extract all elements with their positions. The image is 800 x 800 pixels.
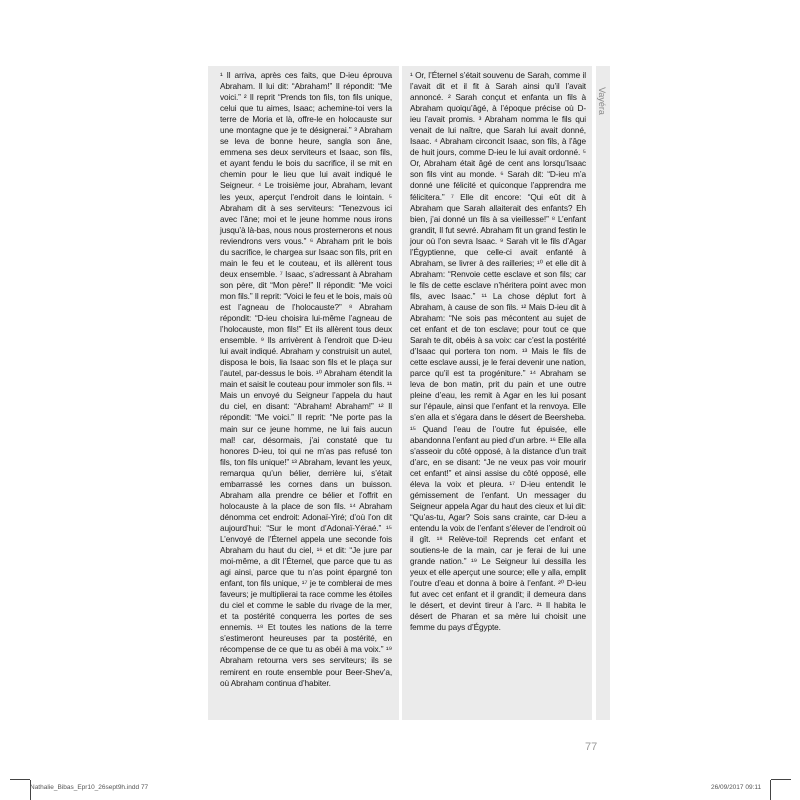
slug-file-info: Nathalie_Bibas_Epr10_26sept9h.indd 77 [30, 784, 149, 791]
crop-mark [770, 780, 771, 800]
running-head [592, 70, 612, 130]
slug-date: 26/09/2017 09:11 [711, 784, 762, 791]
right-text-column [402, 66, 592, 720]
running-head-band [596, 66, 610, 720]
crop-mark [771, 779, 791, 780]
page-number: 77 [585, 741, 598, 753]
crop-mark [10, 779, 30, 780]
left-column-text: ¹ Il arriva, après ces faits, que D-ieu éprouva Abraham. Il lui dit: “Abraham!” Il répondit: “Me voici.” ² Il reprit “Prends ton fils, ton fils unique, celui que tu aimes, Isaac; achemine-toi vers la terre de Moria et là, offre-le en holocauste sur une montagne que je te désignerai.” ³ Abraham se leva de bonne heure, sangla son âne, emmena ses deux serviteurs et Isaac, son fils, et ayant fendu le bois du sacrifice, il se mit en chemin pour le lieu que lui avait indiqué le Seigneur. ⁴ Le troisième jour, Abraham, levant les yeux, aperçut l’endroit dans le lointain. ⁵ Abraham dit à ses serviteurs: “Tenezvous ici avec l’âne; moi et le jeune homme nous irons jusqu’à là-bas, nous nous prosternerons et nous reviendrons vers vous.” ⁶ Abraham prit le bois du sacrifice, le chargea sur Isaac son fils, prit en main le feu et le couteau, et ils allèrent tous deux ensemble. ⁷ Isaac, s’adressant à Abraham son père, dit “Mon père!” Il répondit: “Me voici mon fils.” Il reprit: “Voici le feu et le bois, mais où est l’agneau de l’holocauste?” ⁸ Abraham répondit: “D-ieu choisira lui-même l’agneau de l’holocauste, mon fils!” Et ils allèrent tous deux ensemble. ⁹ Ils arrivèrent à l’endroit que D-ieu lui avait indiqué. Abraham y construisit un autel, disposa le bois, lia Isaac son fils et le plaça sur l’autel, par-dessus le bois. ¹⁰ Abraham étendit la main et saisit le couteau pour immoler son fils. ¹¹ Mais un envoyé du Seigneur l’appela du haut du ciel, en disant: “Abraham! Abraham!” ¹² Il répondit: “Me voici.” Il reprit: “Ne porte pas la main sur ce jeune homme, ne lui fais aucun mal! car, désormais, j’ai constaté que tu honores D-ieu, toi qui ne m’as pas refusé ton fils, ton fils unique!” ¹³ Abraham, levant les yeux, remarqua qu’un bélier, derrière lui, s’était embarrassé les cornes dans un buisson. Abraham alla prendre ce bélier et l’offrit en holocauste à la place de son fils. ¹⁴ Abraham dénomma cet endroit: Adonaï-Yiré; d’où l’on dit aujourd’hui: “Sur le mont d’Adonaï-Yéraé.” ¹⁵ L’envoyé de l’Éternel appela une seconde fois Abraham du haut du ciel, ¹⁶ et dit: “Je jure par moi-même, a dit l’Éternel, que parce que tu as agi ainsi, parce que tu n’as point épargné ton enfant, ton fils unique, ¹⁷ je te comblerai de mes faveurs; je multiplierai ta race comme les étoiles du ciel et comme le sable du rivage de la mer, et ta postérité conquerra les portes de ses ennemis. ¹⁸ Et toutes les nations de la terre s’estimeront heureuses par ta postérité, en récompense de ce que tu as obéi à ma voix.” ¹⁹ Abraham retourna vers ses serviteurs; ils se remirent en route ensemble pour Beer-Shev’a, où Abraham continua d’habiter. [220, 70, 392, 688]
left-text-column [208, 66, 399, 720]
right-column-text: ¹ Or, l’Éternel s’était souvenu de Sarah, comme il l’avait dit et il fit à Sarah ainsi qu’il l’avait annoncé. ² Sarah conçut et enfanta un fils à Abraham quoiqu’âgé, à l’époque précise où D-ieu l’avait promis. ³ Abraham nomma le fils qui venait de lui naître, que Sarah lui avait donné, Isaac. ⁴ Abraham circoncit Isaac, son fils, à l’âge de huit jours, comme D-ieu le lui avait ordonné. ⁵ Or, Abraham était âgé de cent ans lorsqu’Isaac son fils vint au monde. ⁶ Sarah dit: “D-ieu m’a donné une félicité et quiconque l’apprendra me félicitera.” ⁷ Elle dit encore: “Qui eût dit à Abraham que Sarah allaiterait des enfants? Eh bien, j’ai donné un fils à sa vieillesse!” ⁸ L’enfant grandit, Il fut sevré. Abraham fit un grand festin le jour où l’on sevra Isaac. ⁹ Sarah vit le fils d’Agar l’Égyptienne, que celle-ci avait enfanté à Abraham, se livrer à des railleries; ¹⁰ et elle dit à Abraham: “Renvoie cette esclave et son fils; car le fils de cette esclave n’héritera point avec mon fils, avec Isaac.” ¹¹ La chose déplut fort à Abraham, à cause de son fils. ¹² Mais D-ieu dit à Abraham: “Ne sois pas mécontent au sujet de cet enfant et de ton esclave; pour tout ce que Sarah te dit, obéis à sa voix: car c’est la postérité d’Isaac qui portera ton nom. ¹³ Mais le fils de cette esclave aussi, je le ferai devenir une nation, parce qu’il est ta progéniture.” ¹⁴ Abraham se leva de bon matin, prit du pain et une outre pleine d’eau, les remit à Agar en les lui posant sur l’épaule, ainsi que l’enfant et la renvoya. Elle s’en alla et s’égara dans le désert de Beersheba. ¹⁵ Quand l’eau de l’outre fut épuisée, elle abandonna l’enfant au pied d’un arbre. ¹⁶ Elle alla s’asseoir du côté opposé, à la distance d’un trait d’arc, en se disant: “Je ne veux pas voir mourir cet enfant!” et ainsi assise du côté opposé, elle éleva la voix et pleura. ¹⁷ D-ieu entendit le gémissement de l’enfant. Un messager du Seigneur appela Agar du haut des cieux et lui dit: “Qu’as-tu, Agar? Sois sans crainte, car D-ieu a entendu la voix de l’enfant s’élever de l’endroit où il gît. ¹⁸ Relève-toi! Reprends cet enfant et soutiens-le de la main, car je ferai de lui une grande nation.” ¹⁹ Le Seigneur lui dessilla les yeux et elle aperçut une source; elle y alla, emplit l’outre d’eau et donna à boire à l’enfant. ²⁰ D-ieu fut avec cet enfant et il grandit; il demeura dans le désert, et devint tireur à l’arc. ²¹ Il habita le désert de Pharan et sa mère lui choisit une femme du pays d’Égypte. [410, 70, 586, 633]
running-head-text: Vayéra [597, 87, 607, 115]
